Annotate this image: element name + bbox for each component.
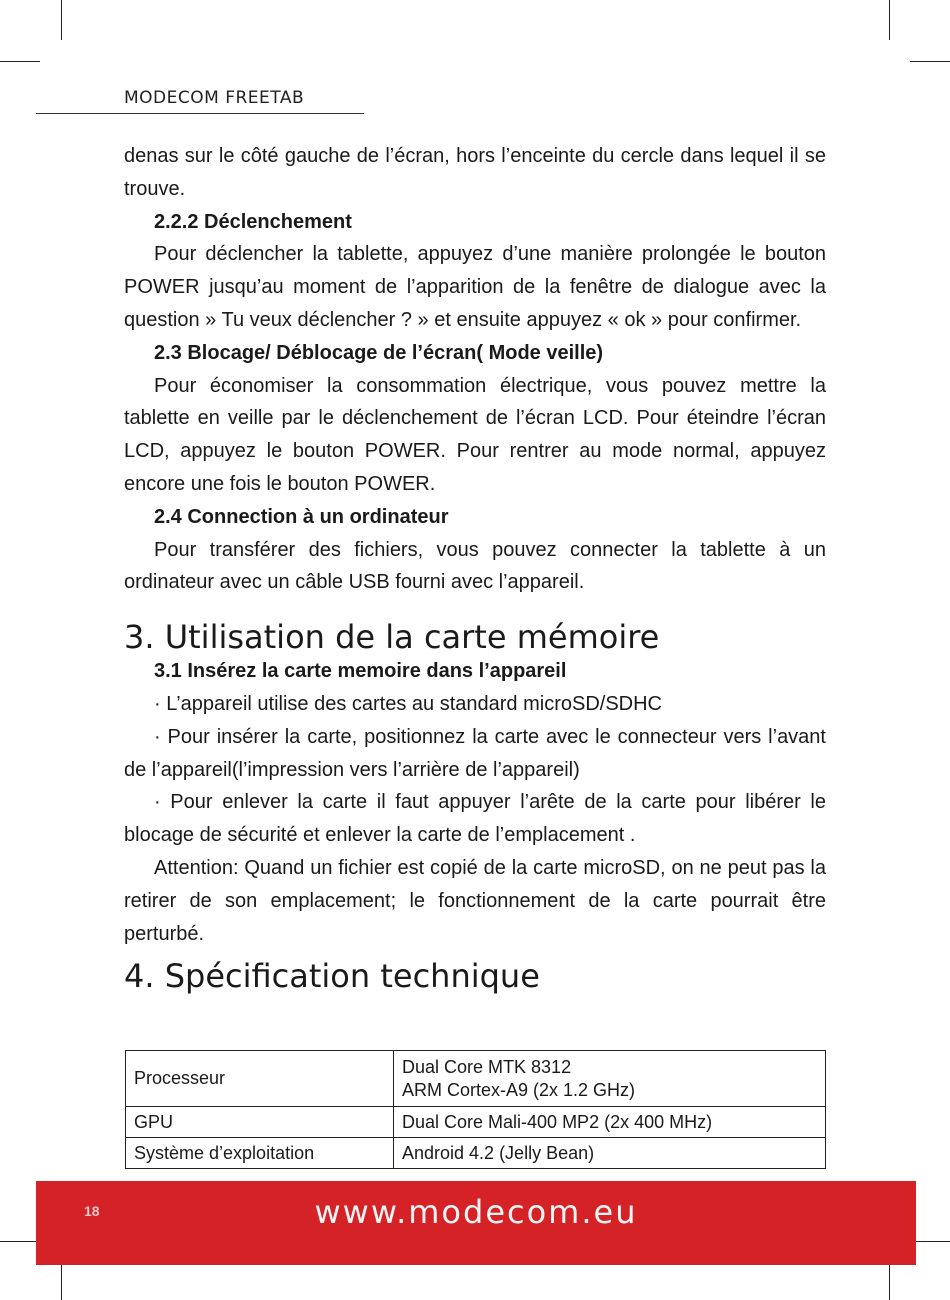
crop-mark	[0, 61, 40, 62]
table-cell-value	[394, 1051, 826, 1107]
paragraph-intro: denas sur le côté gauche de l’écran, hors l’enceinte du cercle dans lequel il se trouve.	[124, 145, 826, 200]
page-content	[124, 140, 826, 1000]
section-heading-3: 3. Utilisation de la carte mémoire	[124, 618, 660, 657]
crop-mark	[889, 0, 890, 40]
heading-3-1: 3.1 Insérez la carte memoire dans l’appareil	[154, 660, 567, 683]
table-cell-key: GPU	[126, 1107, 394, 1138]
heading-2-3: 2.3 Blocage/ Déblocage de l’écran( Mode veille)	[154, 341, 604, 364]
crop-mark	[910, 61, 950, 62]
paragraph-attention: Attention: Quand un fichier est copié de la carte microSD, on ne peut pas la retirer de son emplacement; le fonctionnement de la carte pourrait être perturbé.	[124, 856, 826, 945]
crop-mark	[889, 1262, 890, 1300]
table-row	[126, 1051, 826, 1107]
heading-2-2-2: 2.2.2 Déclenchement	[154, 210, 352, 233]
table-cell-key: Processeur	[126, 1051, 394, 1107]
table-row	[126, 1107, 826, 1138]
crop-mark	[61, 1262, 62, 1300]
header-rule	[36, 113, 364, 114]
footer-bar	[36, 1181, 916, 1265]
running-header: MODECOM FREETAB	[124, 88, 305, 108]
page-number: 18	[84, 1203, 100, 1219]
crop-mark	[910, 1241, 950, 1242]
table-cell-value: Android 4.2 (Jelly Bean)	[394, 1138, 826, 1169]
crop-mark	[61, 0, 62, 40]
section-heading-4: 4. Spécification technique	[124, 957, 540, 996]
table-cell-key: Système d’exploitation	[126, 1138, 394, 1169]
bullet-item: · Pour enlever la carte il faut appuyer l’arête de la carte pour libérer le blocage de sécurité et enlever la carte de l’emplacement .	[124, 791, 826, 847]
paragraph-mode-veille: Pour économiser la consommation électrique, vous pouvez mettre la tablette en veille par le déclenchement de l’écran LCD. Pour éteindre l’écran LCD, appuyez le bouton POWER. Pour rentrer au mode normal, appuyez encore une fois le bouton POWER.	[124, 374, 826, 495]
value-line: Dual Core MTK 8312	[402, 1056, 572, 1077]
bullet-item: · L’appareil utilise des cartes au standard microSD/SDHC	[154, 692, 662, 715]
paragraph-connection: Pour transférer des fichiers, vous pouvez connecter la tablette à un ordinateur avec un câble USB fourni avec l’appareil.	[124, 538, 826, 594]
website-link[interactable]: www.modecom.eu	[314, 1193, 638, 1231]
bullet-item: · Pour insérer la carte, positionnez la carte avec le connecteur vers l’avant de l’appareil(l’impression vers l’arrière de l’appareil)	[124, 725, 826, 781]
table-row	[126, 1138, 826, 1169]
crop-mark	[0, 1241, 40, 1242]
table-cell-value: Dual Core Mali-400 MP2 (2x 400 MHz)	[394, 1107, 826, 1138]
spec-table	[125, 1050, 826, 1169]
value-line: ARM Cortex-A9 (2x 1.2 GHz)	[402, 1079, 636, 1100]
paragraph-declenchement: Pour déclencher la tablette, appuyez d’une manière prolongée le bouton POWER jusqu’au moment de l’apparition de la fenêtre de dialogue avec la question » Tu veux déclencher ? » et ensuite appuyez « ok » pour confirmer.	[124, 243, 826, 331]
heading-2-4: 2.4 Connection à un ordinateur	[154, 505, 449, 528]
